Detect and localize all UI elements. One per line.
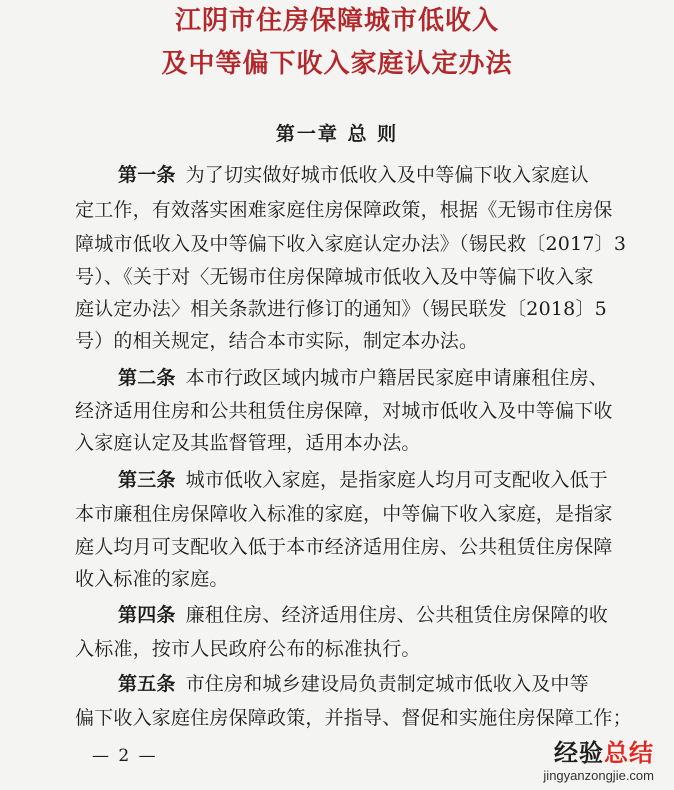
page-number: — 2 —: [92, 746, 158, 766]
line-text: 庭认定办法〉相关条款进行修订的通知》（锡民联发〔2018〕5: [75, 298, 607, 320]
article-label: 第一条: [118, 164, 176, 186]
line-text: 障城市低收入及中等偏下收入家庭认定办法》（锡民救〔2017〕3: [75, 233, 627, 255]
text-line: [118, 672, 638, 696]
chapter-heading: 第一章 总 则: [275, 123, 399, 145]
line-text: 经济适用住房和公共租赁住房保障，对城市低收入及中等偏下收: [75, 400, 613, 422]
line-text: 城市低收入家庭，是指家庭人均月可支配收入低于: [185, 469, 609, 491]
text-line: [75, 198, 613, 222]
watermark-text-part1: 经验: [554, 739, 604, 767]
watermark-url: jingyanzongjie.com: [543, 768, 654, 783]
article-label: 第四条: [118, 604, 176, 626]
line-text: 号）、《关于对〈无锡市住房保障城市低收入及中等偏下收入家: [75, 266, 594, 288]
text-line: [75, 535, 613, 559]
text-line: [75, 265, 595, 289]
line-text: 入家庭认定及其监督管理，适用本办法。: [75, 432, 421, 454]
line-text: 市住房和城乡建设局负责制定城市低收入及中等: [185, 673, 589, 695]
text-line: [118, 163, 638, 187]
article-label: 第二条: [118, 367, 176, 389]
text-line: [118, 603, 638, 627]
document-title-line-2: 及中等偏下收入家庭认定办法: [161, 49, 513, 79]
line-text: 定工作，有效落实困难家庭住房保障政策，根据《无锡市住房保: [75, 199, 613, 221]
watermark-logo-text: [504, 739, 654, 767]
text-line: [75, 431, 595, 455]
text-line: [118, 468, 638, 492]
text-line: [75, 297, 607, 321]
line-text: 入标准，按市人民政府公布的标准执行。: [75, 638, 421, 660]
line-text: 廉租住房、经济适用住房、公共租赁住房保障的收: [185, 604, 609, 626]
line-text: 偏下收入家庭住房保障政策，并指导、督促和实施住房保障工作；: [75, 707, 632, 729]
text-line: [118, 366, 638, 390]
text-line: [75, 567, 595, 591]
text-line: [75, 706, 632, 730]
line-text: 庭人均月可支配收入低于本市经济适用住房、公共租赁住房保障: [75, 536, 613, 558]
text-line: [75, 329, 595, 353]
line-text: 本市廉租住房保障收入标准的家庭，中等偏下收入家庭，是指家: [75, 503, 613, 525]
text-line: [75, 502, 613, 526]
watermark-text-part2: 总结: [604, 739, 654, 767]
site-watermark: [504, 739, 654, 784]
article-label: 第三条: [118, 469, 176, 491]
line-text: 为了切实做好城市低收入及中等偏下收入家庭认: [185, 164, 589, 186]
text-line: [75, 637, 595, 661]
text-line: [75, 399, 613, 423]
text-line: [75, 232, 627, 256]
article-label: 第五条: [118, 673, 176, 695]
document-title-line-1: 江阴市住房保障城市低收入: [174, 6, 499, 36]
line-text: 收入标准的家庭。: [75, 568, 229, 590]
line-text: 本市行政区域内城市户籍居民家庭申请廉租住房、: [185, 367, 609, 389]
line-text: 号）的相关规定，结合本市实际，制定本办法。: [75, 330, 479, 352]
